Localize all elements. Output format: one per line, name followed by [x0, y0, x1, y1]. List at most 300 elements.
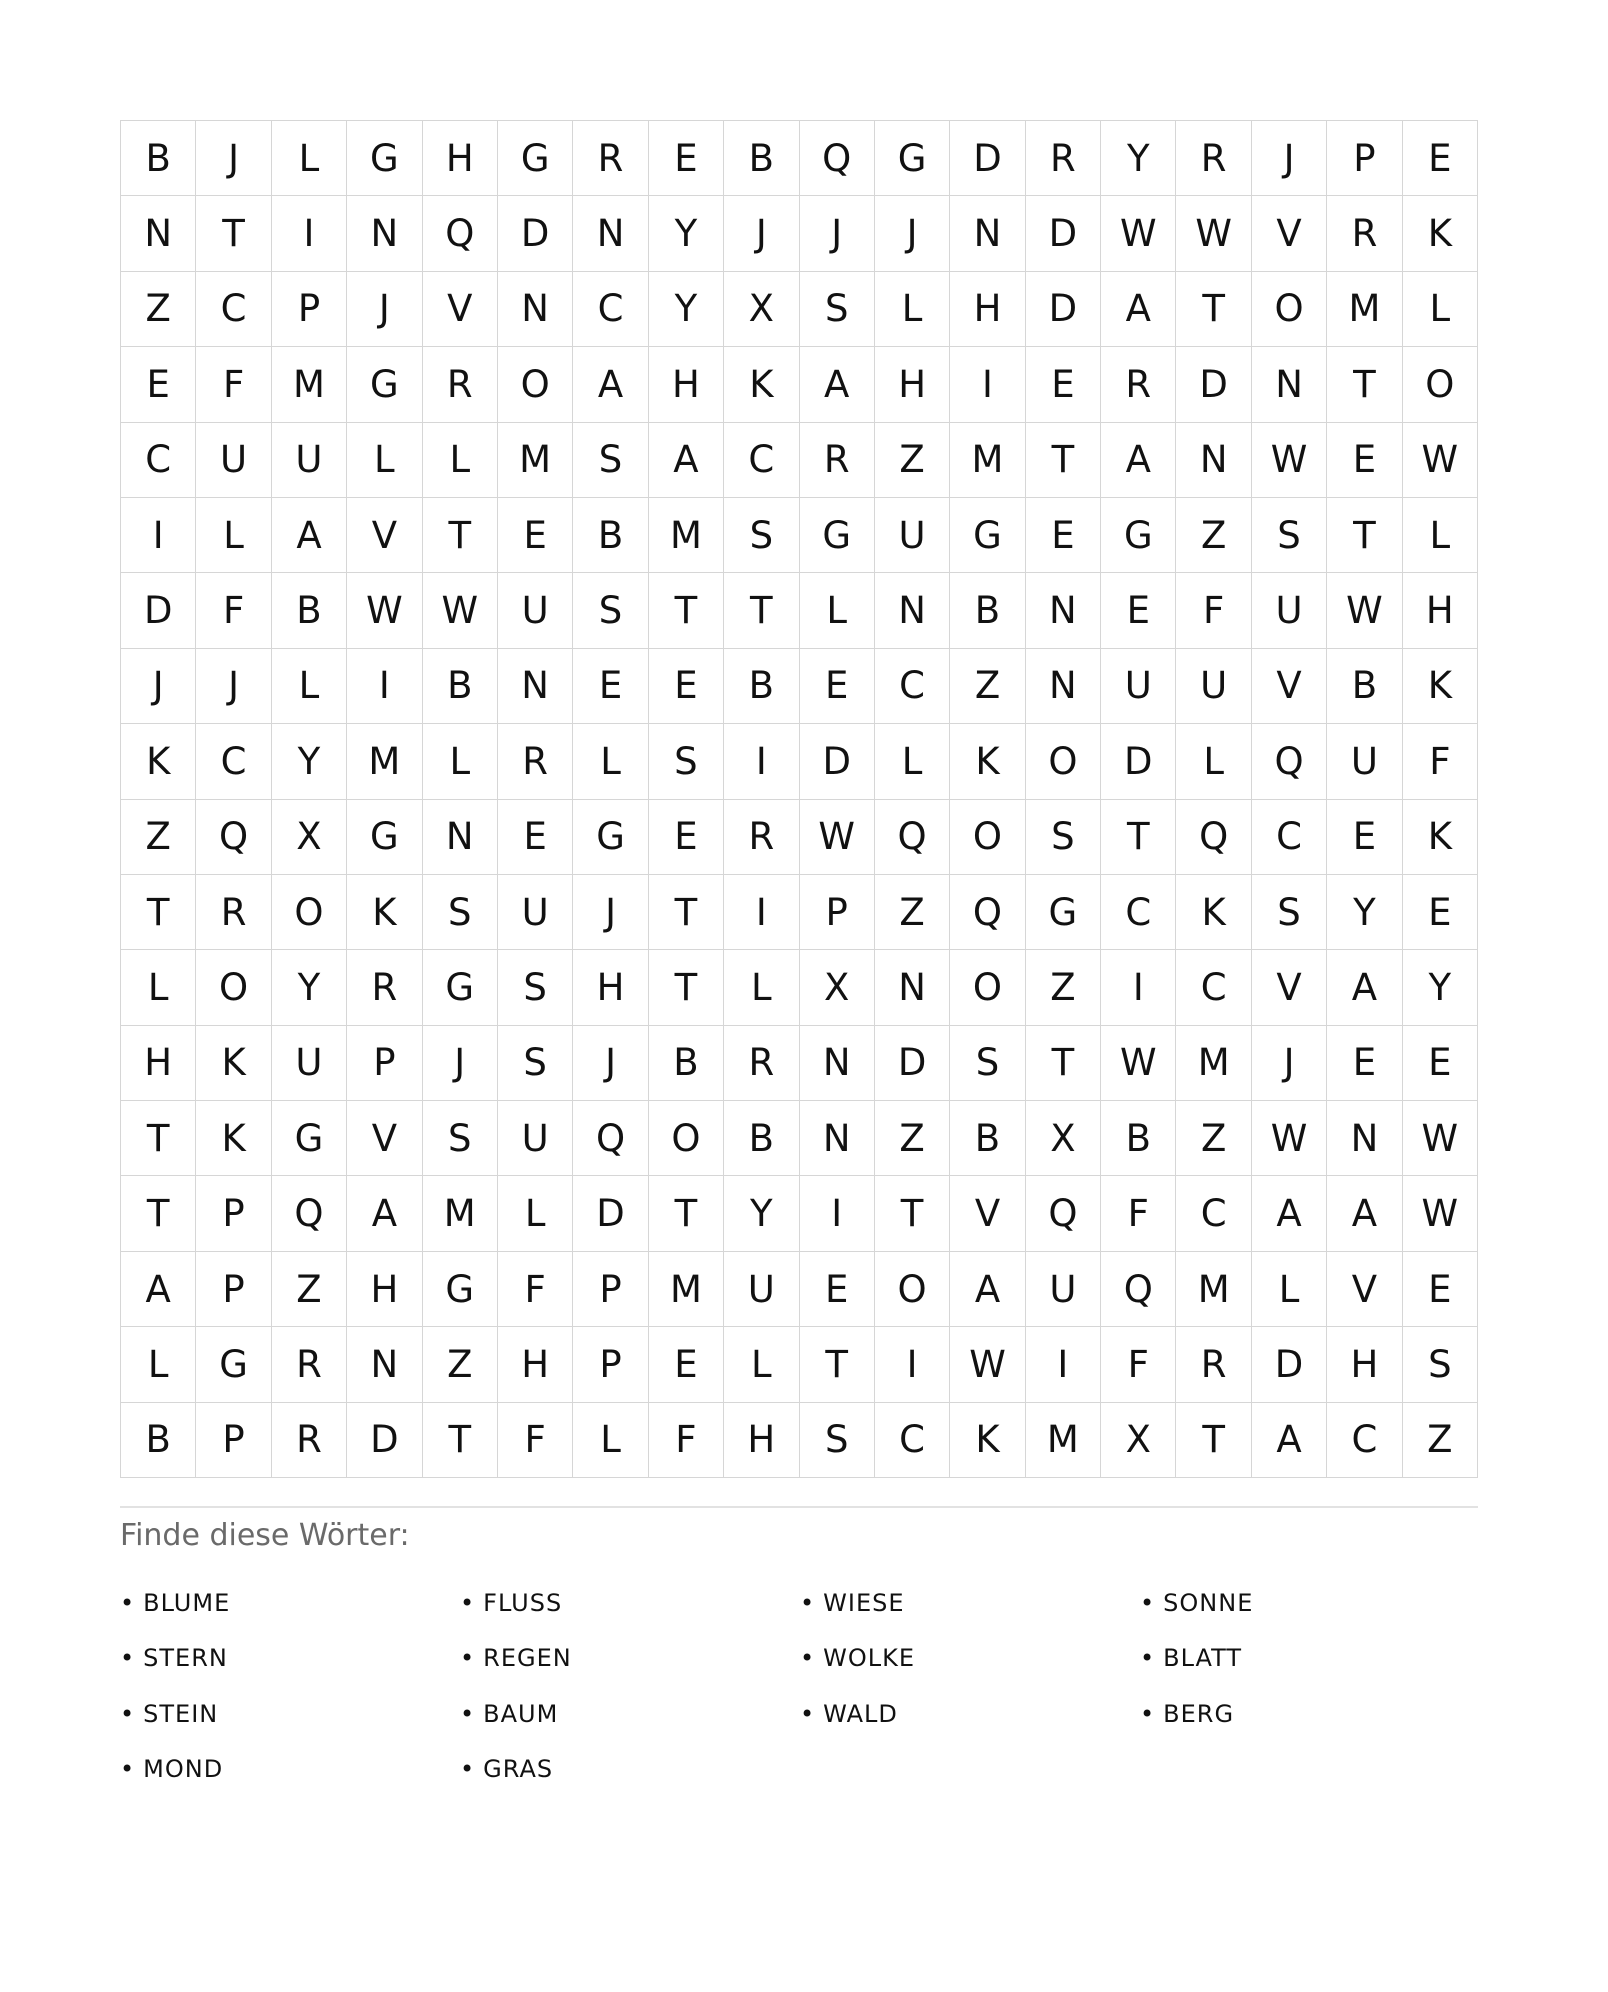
grid-cell[interactable]: R: [724, 1026, 799, 1101]
grid-cell[interactable]: L: [272, 649, 347, 724]
grid-cell[interactable]: A: [272, 498, 347, 573]
grid-cell[interactable]: U: [272, 423, 347, 498]
grid-cell[interactable]: W: [1252, 423, 1327, 498]
grid-cell[interactable]: P: [573, 1252, 648, 1327]
grid-cell[interactable]: D: [1026, 272, 1101, 347]
grid-cell[interactable]: P: [1327, 121, 1402, 196]
grid-cell[interactable]: H: [498, 1327, 573, 1402]
grid-cell[interactable]: Z: [1176, 498, 1251, 573]
grid-cell[interactable]: R: [1327, 196, 1402, 271]
grid-cell[interactable]: Q: [1026, 1176, 1101, 1251]
grid-cell[interactable]: S: [423, 875, 498, 950]
grid-cell[interactable]: L: [423, 724, 498, 799]
grid-cell[interactable]: Z: [950, 649, 1025, 724]
grid-cell[interactable]: S: [800, 1403, 875, 1478]
grid-cell[interactable]: O: [875, 1252, 950, 1327]
grid-cell[interactable]: L: [347, 423, 422, 498]
grid-cell[interactable]: W: [1403, 423, 1478, 498]
grid-cell[interactable]: N: [875, 950, 950, 1025]
grid-cell[interactable]: B: [724, 1101, 799, 1176]
grid-cell[interactable]: O: [950, 950, 1025, 1025]
grid-cell[interactable]: T: [1026, 1026, 1101, 1101]
grid-cell[interactable]: X: [1026, 1101, 1101, 1176]
grid-cell[interactable]: H: [573, 950, 648, 1025]
grid-cell[interactable]: S: [423, 1101, 498, 1176]
grid-cell[interactable]: X: [272, 800, 347, 875]
grid-cell[interactable]: N: [498, 649, 573, 724]
grid-cell[interactable]: H: [347, 1252, 422, 1327]
grid-cell[interactable]: U: [724, 1252, 799, 1327]
grid-cell[interactable]: E: [649, 1327, 724, 1402]
grid-cell[interactable]: G: [196, 1327, 271, 1402]
grid-cell[interactable]: L: [875, 272, 950, 347]
grid-cell[interactable]: X: [800, 950, 875, 1025]
grid-cell[interactable]: Y: [1327, 875, 1402, 950]
grid-cell[interactable]: N: [950, 196, 1025, 271]
grid-cell[interactable]: W: [1252, 1101, 1327, 1176]
grid-cell[interactable]: D: [950, 121, 1025, 196]
grid-cell[interactable]: I: [347, 649, 422, 724]
grid-cell[interactable]: T: [1327, 347, 1402, 422]
grid-cell[interactable]: L: [1176, 724, 1251, 799]
grid-cell[interactable]: K: [196, 1101, 271, 1176]
grid-cell[interactable]: R: [800, 423, 875, 498]
grid-cell[interactable]: C: [1327, 1403, 1402, 1478]
grid-cell[interactable]: K: [121, 724, 196, 799]
grid-cell[interactable]: Q: [573, 1101, 648, 1176]
grid-cell[interactable]: C: [1101, 875, 1176, 950]
grid-cell[interactable]: C: [875, 649, 950, 724]
grid-cell[interactable]: U: [272, 1026, 347, 1101]
grid-cell[interactable]: J: [347, 272, 422, 347]
grid-cell[interactable]: U: [1327, 724, 1402, 799]
grid-cell[interactable]: D: [1101, 724, 1176, 799]
grid-cell[interactable]: P: [800, 875, 875, 950]
grid-cell[interactable]: R: [498, 724, 573, 799]
grid-cell[interactable]: E: [800, 1252, 875, 1327]
grid-cell[interactable]: K: [1176, 875, 1251, 950]
grid-cell[interactable]: G: [423, 1252, 498, 1327]
grid-cell[interactable]: A: [1101, 272, 1176, 347]
grid-cell[interactable]: L: [875, 724, 950, 799]
grid-cell[interactable]: N: [498, 272, 573, 347]
grid-cell[interactable]: L: [724, 950, 799, 1025]
grid-cell[interactable]: U: [1026, 1252, 1101, 1327]
grid-cell[interactable]: I: [800, 1176, 875, 1251]
grid-cell[interactable]: Q: [800, 121, 875, 196]
grid-cell[interactable]: B: [121, 1403, 196, 1478]
grid-cell[interactable]: R: [272, 1327, 347, 1402]
grid-cell[interactable]: N: [1176, 423, 1251, 498]
grid-cell[interactable]: N: [1327, 1101, 1402, 1176]
grid-cell[interactable]: Z: [875, 1101, 950, 1176]
grid-cell[interactable]: B: [121, 121, 196, 196]
grid-cell[interactable]: V: [1252, 950, 1327, 1025]
grid-cell[interactable]: T: [121, 1101, 196, 1176]
grid-cell[interactable]: A: [121, 1252, 196, 1327]
grid-cell[interactable]: W: [800, 800, 875, 875]
grid-cell[interactable]: R: [573, 121, 648, 196]
grid-cell[interactable]: E: [1403, 875, 1478, 950]
grid-cell[interactable]: T: [724, 573, 799, 648]
grid-cell[interactable]: O: [498, 347, 573, 422]
grid-cell[interactable]: N: [573, 196, 648, 271]
grid-cell[interactable]: C: [875, 1403, 950, 1478]
grid-cell[interactable]: D: [800, 724, 875, 799]
grid-cell[interactable]: O: [950, 800, 1025, 875]
grid-cell[interactable]: Y: [1403, 950, 1478, 1025]
grid-cell[interactable]: S: [649, 724, 724, 799]
grid-cell[interactable]: I: [1101, 950, 1176, 1025]
grid-cell[interactable]: F: [498, 1403, 573, 1478]
grid-cell[interactable]: V: [1252, 196, 1327, 271]
grid-cell[interactable]: L: [272, 121, 347, 196]
grid-cell[interactable]: W: [950, 1327, 1025, 1402]
grid-cell[interactable]: E: [498, 800, 573, 875]
grid-cell[interactable]: E: [1026, 347, 1101, 422]
grid-cell[interactable]: B: [1101, 1101, 1176, 1176]
grid-cell[interactable]: W: [1327, 573, 1402, 648]
grid-cell[interactable]: H: [423, 121, 498, 196]
grid-cell[interactable]: A: [1101, 423, 1176, 498]
grid-cell[interactable]: Z: [121, 800, 196, 875]
grid-cell[interactable]: R: [347, 950, 422, 1025]
grid-cell[interactable]: A: [347, 1176, 422, 1251]
grid-cell[interactable]: U: [498, 573, 573, 648]
grid-cell[interactable]: R: [272, 1403, 347, 1478]
grid-cell[interactable]: V: [950, 1176, 1025, 1251]
grid-cell[interactable]: O: [1026, 724, 1101, 799]
grid-cell[interactable]: E: [649, 649, 724, 724]
grid-cell[interactable]: M: [1327, 272, 1402, 347]
grid-cell[interactable]: B: [724, 121, 799, 196]
grid-cell[interactable]: S: [498, 950, 573, 1025]
grid-cell[interactable]: B: [950, 573, 1025, 648]
grid-cell[interactable]: K: [347, 875, 422, 950]
grid-cell[interactable]: V: [347, 498, 422, 573]
grid-cell[interactable]: I: [1026, 1327, 1101, 1402]
grid-cell[interactable]: L: [121, 1327, 196, 1402]
grid-cell[interactable]: T: [1176, 272, 1251, 347]
grid-cell[interactable]: P: [196, 1252, 271, 1327]
grid-cell[interactable]: K: [950, 724, 1025, 799]
grid-cell[interactable]: B: [272, 573, 347, 648]
grid-cell[interactable]: S: [800, 272, 875, 347]
grid-cell[interactable]: T: [121, 1176, 196, 1251]
grid-cell[interactable]: R: [1026, 121, 1101, 196]
grid-cell[interactable]: S: [1026, 800, 1101, 875]
grid-cell[interactable]: K: [1403, 196, 1478, 271]
grid-cell[interactable]: R: [1101, 347, 1176, 422]
grid-cell[interactable]: G: [347, 800, 422, 875]
grid-cell[interactable]: J: [423, 1026, 498, 1101]
grid-cell[interactable]: W: [1101, 1026, 1176, 1101]
grid-cell[interactable]: B: [950, 1101, 1025, 1176]
grid-cell[interactable]: T: [649, 1176, 724, 1251]
grid-cell[interactable]: C: [121, 423, 196, 498]
grid-cell[interactable]: A: [1252, 1403, 1327, 1478]
grid-cell[interactable]: J: [573, 875, 648, 950]
grid-cell[interactable]: L: [121, 950, 196, 1025]
grid-cell[interactable]: Q: [875, 800, 950, 875]
grid-cell[interactable]: E: [1327, 423, 1402, 498]
grid-cell[interactable]: I: [950, 347, 1025, 422]
grid-cell[interactable]: A: [573, 347, 648, 422]
grid-cell[interactable]: G: [423, 950, 498, 1025]
grid-cell[interactable]: R: [196, 875, 271, 950]
grid-cell[interactable]: D: [121, 573, 196, 648]
grid-cell[interactable]: B: [423, 649, 498, 724]
grid-cell[interactable]: J: [196, 121, 271, 196]
grid-cell[interactable]: F: [498, 1252, 573, 1327]
grid-cell[interactable]: U: [498, 875, 573, 950]
grid-cell[interactable]: T: [649, 573, 724, 648]
grid-cell[interactable]: W: [347, 573, 422, 648]
grid-cell[interactable]: O: [1403, 347, 1478, 422]
grid-cell[interactable]: K: [1403, 649, 1478, 724]
grid-cell[interactable]: N: [121, 196, 196, 271]
grid-cell[interactable]: E: [1026, 498, 1101, 573]
grid-cell[interactable]: Q: [423, 196, 498, 271]
grid-cell[interactable]: F: [1403, 724, 1478, 799]
grid-cell[interactable]: P: [196, 1176, 271, 1251]
grid-cell[interactable]: Z: [423, 1327, 498, 1402]
grid-cell[interactable]: B: [649, 1026, 724, 1101]
grid-cell[interactable]: I: [724, 875, 799, 950]
grid-cell[interactable]: U: [196, 423, 271, 498]
grid-cell[interactable]: M: [272, 347, 347, 422]
grid-cell[interactable]: E: [649, 121, 724, 196]
grid-cell[interactable]: U: [875, 498, 950, 573]
grid-cell[interactable]: F: [1176, 573, 1251, 648]
grid-cell[interactable]: M: [1176, 1252, 1251, 1327]
grid-cell[interactable]: L: [498, 1176, 573, 1251]
grid-cell[interactable]: M: [1026, 1403, 1101, 1478]
grid-cell[interactable]: J: [1252, 1026, 1327, 1101]
grid-cell[interactable]: E: [1327, 1026, 1402, 1101]
grid-cell[interactable]: T: [196, 196, 271, 271]
grid-cell[interactable]: K: [196, 1026, 271, 1101]
grid-cell[interactable]: S: [1252, 875, 1327, 950]
grid-cell[interactable]: G: [498, 121, 573, 196]
grid-cell[interactable]: C: [1252, 800, 1327, 875]
grid-cell[interactable]: F: [649, 1403, 724, 1478]
grid-cell[interactable]: K: [724, 347, 799, 422]
grid-cell[interactable]: W: [1176, 196, 1251, 271]
grid-cell[interactable]: P: [272, 272, 347, 347]
grid-cell[interactable]: H: [950, 272, 1025, 347]
grid-cell[interactable]: N: [347, 1327, 422, 1402]
grid-cell[interactable]: L: [724, 1327, 799, 1402]
grid-cell[interactable]: T: [649, 950, 724, 1025]
grid-cell[interactable]: Z: [1403, 1403, 1478, 1478]
grid-cell[interactable]: C: [196, 724, 271, 799]
grid-cell[interactable]: E: [1403, 1026, 1478, 1101]
grid-cell[interactable]: V: [1252, 649, 1327, 724]
grid-cell[interactable]: Y: [724, 1176, 799, 1251]
grid-cell[interactable]: S: [950, 1026, 1025, 1101]
grid-cell[interactable]: U: [1101, 649, 1176, 724]
grid-cell[interactable]: H: [121, 1026, 196, 1101]
grid-cell[interactable]: M: [1176, 1026, 1251, 1101]
grid-cell[interactable]: N: [347, 196, 422, 271]
grid-cell[interactable]: Y: [272, 950, 347, 1025]
grid-cell[interactable]: B: [1327, 649, 1402, 724]
grid-cell[interactable]: X: [1101, 1403, 1176, 1478]
grid-cell[interactable]: R: [1176, 1327, 1251, 1402]
grid-cell[interactable]: Z: [1176, 1101, 1251, 1176]
grid-cell[interactable]: E: [573, 649, 648, 724]
grid-cell[interactable]: O: [272, 875, 347, 950]
grid-cell[interactable]: L: [196, 498, 271, 573]
grid-cell[interactable]: D: [573, 1176, 648, 1251]
grid-cell[interactable]: T: [423, 498, 498, 573]
grid-cell[interactable]: L: [573, 724, 648, 799]
grid-cell[interactable]: O: [649, 1101, 724, 1176]
grid-cell[interactable]: G: [1101, 498, 1176, 573]
grid-cell[interactable]: T: [1026, 423, 1101, 498]
grid-cell[interactable]: A: [1327, 950, 1402, 1025]
grid-cell[interactable]: N: [1252, 347, 1327, 422]
grid-cell[interactable]: H: [1327, 1327, 1402, 1402]
grid-cell[interactable]: J: [875, 196, 950, 271]
grid-cell[interactable]: Y: [1101, 121, 1176, 196]
grid-cell[interactable]: Q: [196, 800, 271, 875]
grid-cell[interactable]: D: [1026, 196, 1101, 271]
grid-cell[interactable]: D: [875, 1026, 950, 1101]
grid-cell[interactable]: X: [724, 272, 799, 347]
grid-cell[interactable]: B: [573, 498, 648, 573]
grid-cell[interactable]: N: [1026, 649, 1101, 724]
grid-cell[interactable]: C: [196, 272, 271, 347]
grid-cell[interactable]: L: [800, 573, 875, 648]
grid-cell[interactable]: C: [573, 272, 648, 347]
grid-cell[interactable]: M: [649, 1252, 724, 1327]
grid-cell[interactable]: V: [347, 1101, 422, 1176]
grid-cell[interactable]: N: [800, 1026, 875, 1101]
grid-cell[interactable]: J: [1252, 121, 1327, 196]
grid-cell[interactable]: F: [196, 347, 271, 422]
grid-cell[interactable]: Q: [950, 875, 1025, 950]
grid-cell[interactable]: G: [1026, 875, 1101, 950]
grid-cell[interactable]: D: [1176, 347, 1251, 422]
grid-cell[interactable]: W: [1403, 1176, 1478, 1251]
grid-cell[interactable]: V: [1327, 1252, 1402, 1327]
grid-cell[interactable]: Y: [649, 196, 724, 271]
grid-cell[interactable]: R: [1176, 121, 1251, 196]
grid-cell[interactable]: G: [875, 121, 950, 196]
grid-cell[interactable]: H: [724, 1403, 799, 1478]
grid-cell[interactable]: M: [950, 423, 1025, 498]
grid-cell[interactable]: A: [1327, 1176, 1402, 1251]
grid-cell[interactable]: Z: [1026, 950, 1101, 1025]
grid-cell[interactable]: R: [423, 347, 498, 422]
grid-cell[interactable]: I: [121, 498, 196, 573]
grid-cell[interactable]: L: [423, 423, 498, 498]
grid-cell[interactable]: L: [1252, 1252, 1327, 1327]
grid-cell[interactable]: S: [1403, 1327, 1478, 1402]
grid-cell[interactable]: M: [649, 498, 724, 573]
grid-cell[interactable]: W: [423, 573, 498, 648]
grid-cell[interactable]: Z: [272, 1252, 347, 1327]
grid-cell[interactable]: T: [1101, 800, 1176, 875]
grid-cell[interactable]: L: [1403, 272, 1478, 347]
grid-cell[interactable]: E: [498, 498, 573, 573]
grid-cell[interactable]: E: [800, 649, 875, 724]
grid-cell[interactable]: I: [875, 1327, 950, 1402]
grid-cell[interactable]: T: [1327, 498, 1402, 573]
grid-cell[interactable]: Z: [121, 272, 196, 347]
grid-cell[interactable]: T: [875, 1176, 950, 1251]
grid-cell[interactable]: P: [347, 1026, 422, 1101]
grid-cell[interactable]: T: [649, 875, 724, 950]
grid-cell[interactable]: T: [423, 1403, 498, 1478]
grid-cell[interactable]: D: [498, 196, 573, 271]
grid-cell[interactable]: F: [196, 573, 271, 648]
grid-cell[interactable]: E: [121, 347, 196, 422]
grid-cell[interactable]: S: [1252, 498, 1327, 573]
grid-cell[interactable]: T: [121, 875, 196, 950]
grid-cell[interactable]: K: [1403, 800, 1478, 875]
grid-cell[interactable]: G: [347, 347, 422, 422]
grid-cell[interactable]: E: [649, 800, 724, 875]
grid-cell[interactable]: L: [1403, 498, 1478, 573]
grid-cell[interactable]: N: [875, 573, 950, 648]
grid-cell[interactable]: M: [423, 1176, 498, 1251]
grid-cell[interactable]: C: [1176, 1176, 1251, 1251]
grid-cell[interactable]: I: [724, 724, 799, 799]
grid-cell[interactable]: V: [423, 272, 498, 347]
grid-cell[interactable]: Q: [1101, 1252, 1176, 1327]
grid-cell[interactable]: N: [1026, 573, 1101, 648]
grid-cell[interactable]: G: [950, 498, 1025, 573]
grid-cell[interactable]: Y: [272, 724, 347, 799]
grid-cell[interactable]: A: [950, 1252, 1025, 1327]
grid-cell[interactable]: G: [272, 1101, 347, 1176]
grid-cell[interactable]: A: [800, 347, 875, 422]
grid-cell[interactable]: O: [1252, 272, 1327, 347]
grid-cell[interactable]: U: [1252, 573, 1327, 648]
grid-cell[interactable]: O: [196, 950, 271, 1025]
grid-cell[interactable]: Q: [272, 1176, 347, 1251]
grid-cell[interactable]: S: [573, 423, 648, 498]
grid-cell[interactable]: P: [196, 1403, 271, 1478]
grid-cell[interactable]: M: [498, 423, 573, 498]
grid-cell[interactable]: J: [724, 196, 799, 271]
grid-cell[interactable]: S: [724, 498, 799, 573]
grid-cell[interactable]: A: [1252, 1176, 1327, 1251]
grid-cell[interactable]: P: [573, 1327, 648, 1402]
grid-cell[interactable]: G: [347, 121, 422, 196]
grid-cell[interactable]: I: [272, 196, 347, 271]
grid-cell[interactable]: Q: [1252, 724, 1327, 799]
grid-cell[interactable]: H: [649, 347, 724, 422]
grid-cell[interactable]: J: [800, 196, 875, 271]
grid-cell[interactable]: S: [498, 1026, 573, 1101]
grid-cell[interactable]: R: [724, 800, 799, 875]
grid-cell[interactable]: C: [724, 423, 799, 498]
grid-cell[interactable]: S: [573, 573, 648, 648]
grid-cell[interactable]: T: [1176, 1403, 1251, 1478]
grid-cell[interactable]: C: [1176, 950, 1251, 1025]
grid-cell[interactable]: J: [573, 1026, 648, 1101]
grid-cell[interactable]: Z: [875, 423, 950, 498]
grid-cell[interactable]: T: [800, 1327, 875, 1402]
grid-cell[interactable]: N: [423, 800, 498, 875]
grid-cell[interactable]: F: [1101, 1327, 1176, 1402]
grid-cell[interactable]: K: [950, 1403, 1025, 1478]
grid-cell[interactable]: D: [347, 1403, 422, 1478]
